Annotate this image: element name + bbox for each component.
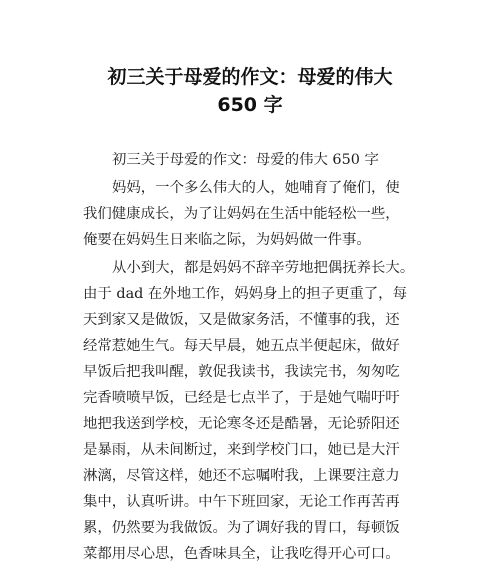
paragraph-line: 集中，认真听讲。中午下班回家，无论工作再苦再 [83, 494, 400, 510]
paragraph-line: 累，仍然要为我做饭。为了调好我的胃口，每顿饭 [83, 520, 400, 536]
paragraph-line: 早饭后把我叫醒，敦促我读书，我读完书，匆匆吃 [83, 364, 400, 380]
paragraph-line: 地把我送到学校，无论寒冬还是酷暑，无论骄阳还 [83, 416, 400, 432]
paragraph-line: 由于 dad 在外地工作，妈妈身上的担子更重了，每 [83, 286, 407, 302]
paragraph-line: 经常惹她生气。每天早晨，她五点半便起床，做好 [83, 338, 400, 354]
paragraph-line: 是暴雨，从未间断过，来到学校门口，她已是大汗 [83, 442, 400, 458]
paragraph-line: 淋漓，尽管这样，她还不忘嘱咐我，上课要注意力 [83, 468, 400, 484]
document-title-line-2: 650 字 [217, 94, 283, 116]
paragraph-line: 完香喷喷早饭，已经是七点半了，于是她气喘吁吁 [83, 390, 400, 406]
paragraph-line: 俺要在妈妈生日来临之际，为妈妈做一件事。 [83, 232, 371, 248]
document-title-line-1: 初三关于母爱的作文：母爱的伟大 [107, 66, 393, 88]
paragraph-line: 我们健康成长，为了让妈妈在生活中能轻松一些， [83, 206, 400, 222]
paragraph-line: 妈妈，一个多么伟大的人，她哺育了俺们，使 [112, 180, 400, 196]
paragraph-line: 菜都用尽心思，色香味具全，让我吃得开心可口。 [83, 546, 400, 562]
body-subtitle-line: 初三关于母爱的作文：母爱的伟大 650 字 [112, 152, 379, 168]
paragraph-line: 从小到大，都是妈妈不辞辛劳地把偶抚养长大。 [112, 260, 415, 276]
paragraph-line: 天到家又是做饭，又是做家务活，不懂事的我，还 [83, 312, 400, 328]
